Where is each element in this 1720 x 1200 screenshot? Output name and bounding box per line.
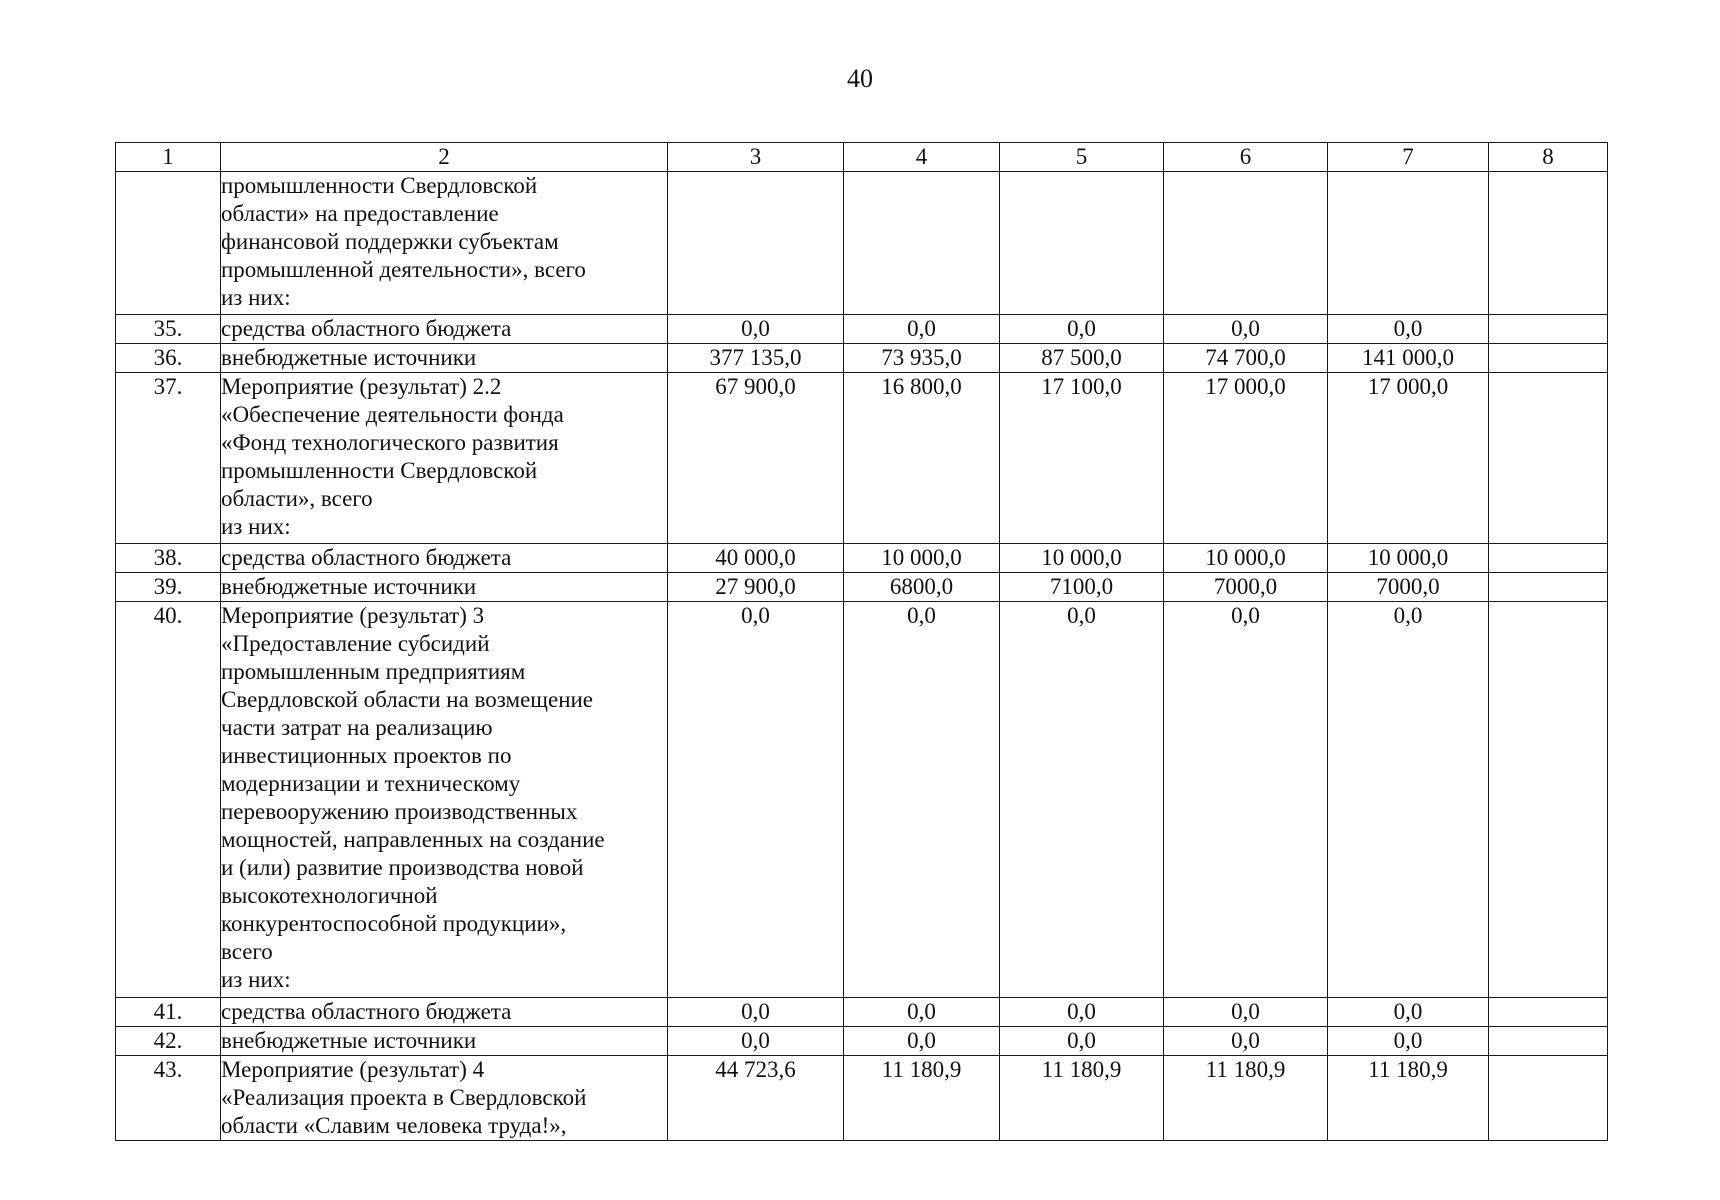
column-header: 7 (1328, 143, 1489, 172)
value-cell: 17 100,0 (1000, 373, 1164, 544)
empty-cell (1489, 573, 1608, 602)
value-cell: 141 000,0 (1328, 344, 1489, 373)
row-description: Мероприятие (результат) 3 «Предоставление субсидий промышленным предприятиям Свердловской области на возмещение части затрат на реализацию инвестиционных проектов по модернизации и техническому перевооружению производственных мощностей, направленных на создание и (или) развитие производства новой высокотехнологичной конкурентоспособной продукции», всего из них: (221, 602, 668, 998)
row-number: 36. (116, 344, 221, 373)
value-cell: 27 900,0 (668, 573, 844, 602)
row-number: 40. (116, 602, 221, 998)
value-cell: 0,0 (1328, 602, 1489, 998)
value-cell (1164, 172, 1328, 315)
column-header: 4 (844, 143, 1000, 172)
value-cell: 17 000,0 (1328, 373, 1489, 544)
value-cell: 0,0 (668, 315, 844, 344)
table-row (116, 544, 1608, 573)
value-cell: 16 800,0 (844, 373, 1000, 544)
value-cell: 11 180,9 (844, 1056, 1000, 1141)
value-cell: 0,0 (1164, 315, 1328, 344)
empty-cell (1489, 344, 1608, 373)
value-cell: 0,0 (1164, 1027, 1328, 1056)
value-cell (1328, 172, 1489, 315)
empty-cell (1489, 998, 1608, 1027)
value-cell: 0,0 (844, 315, 1000, 344)
column-header: 1 (116, 143, 221, 172)
empty-cell (1489, 373, 1608, 544)
page-number: 40 (847, 64, 873, 93)
value-cell: 7100,0 (1000, 573, 1164, 602)
value-cell: 0,0 (668, 998, 844, 1027)
value-cell: 17 000,0 (1164, 373, 1328, 544)
empty-cell (1489, 315, 1608, 344)
row-description: Мероприятие (результат) 2.2 «Обеспечение деятельности фонда «Фонд технологического развития промышленности Свердловской области», всего из них: (221, 373, 668, 544)
value-cell: 0,0 (1000, 602, 1164, 998)
row-description: промышленности Свердловской области» на предоставление финансовой поддержки субъектам промышленной деятельности», всего из них: (221, 172, 668, 315)
value-cell: 11 180,9 (1328, 1056, 1489, 1141)
row-number: 39. (116, 573, 221, 602)
value-cell: 11 180,9 (1164, 1056, 1328, 1141)
value-cell: 0,0 (844, 1027, 1000, 1056)
value-cell: 11 180,9 (1000, 1056, 1164, 1141)
value-cell: 0,0 (668, 1027, 844, 1056)
column-header: 3 (668, 143, 844, 172)
row-number: 38. (116, 544, 221, 573)
table-row (116, 573, 1608, 602)
row-description: средства областного бюджета (221, 315, 668, 344)
table-row (116, 373, 1608, 544)
table-row (116, 998, 1608, 1027)
table-row (116, 1056, 1608, 1141)
value-cell: 0,0 (844, 602, 1000, 998)
value-cell: 0,0 (1164, 602, 1328, 998)
column-header: 6 (1164, 143, 1328, 172)
value-cell: 0,0 (1000, 315, 1164, 344)
row-description: средства областного бюджета (221, 998, 668, 1027)
value-cell: 10 000,0 (1328, 544, 1489, 573)
row-description: внебюджетные источники (221, 573, 668, 602)
value-cell: 0,0 (1164, 998, 1328, 1027)
value-cell: 7000,0 (1164, 573, 1328, 602)
table-row (116, 172, 1608, 315)
value-cell: 0,0 (1000, 998, 1164, 1027)
row-number: 42. (116, 1027, 221, 1056)
column-header: 5 (1000, 143, 1164, 172)
row-number: 41. (116, 998, 221, 1027)
value-cell: 0,0 (844, 998, 1000, 1027)
budget-table (115, 142, 1608, 1141)
value-cell: 10 000,0 (1000, 544, 1164, 573)
row-number: 43. (116, 1056, 221, 1141)
row-description: внебюджетные источники (221, 1027, 668, 1056)
value-cell: 0,0 (668, 602, 844, 998)
row-number (116, 172, 221, 315)
value-cell: 7000,0 (1328, 573, 1489, 602)
table-row (116, 602, 1608, 998)
table-row (116, 1027, 1608, 1056)
empty-cell (1489, 172, 1608, 315)
value-cell: 0,0 (1328, 998, 1489, 1027)
value-cell: 10 000,0 (1164, 544, 1328, 573)
table-row (116, 315, 1608, 344)
value-cell: 0,0 (1000, 1027, 1164, 1056)
row-number: 37. (116, 373, 221, 544)
empty-cell (1489, 602, 1608, 998)
row-number: 35. (116, 315, 221, 344)
column-header: 2 (221, 143, 668, 172)
value-cell: 0,0 (1328, 1027, 1489, 1056)
value-cell (844, 172, 1000, 315)
row-description: Мероприятие (результат) 4 «Реализация проекта в Свердловской области «Славим человека труда!», (221, 1056, 668, 1141)
column-header: 8 (1489, 143, 1608, 172)
value-cell: 6800,0 (844, 573, 1000, 602)
value-cell: 67 900,0 (668, 373, 844, 544)
value-cell: 73 935,0 (844, 344, 1000, 373)
empty-cell (1489, 1027, 1608, 1056)
value-cell: 0,0 (1328, 315, 1489, 344)
value-cell (668, 172, 844, 315)
value-cell: 10 000,0 (844, 544, 1000, 573)
table-header-row (116, 143, 1608, 172)
value-cell: 40 000,0 (668, 544, 844, 573)
value-cell: 87 500,0 (1000, 344, 1164, 373)
empty-cell (1489, 544, 1608, 573)
row-description: внебюджетные источники (221, 344, 668, 373)
empty-cell (1489, 1056, 1608, 1141)
value-cell: 74 700,0 (1164, 344, 1328, 373)
row-description: средства областного бюджета (221, 544, 668, 573)
value-cell (1000, 172, 1164, 315)
table-row (116, 344, 1608, 373)
value-cell: 377 135,0 (668, 344, 844, 373)
value-cell: 44 723,6 (668, 1056, 844, 1141)
